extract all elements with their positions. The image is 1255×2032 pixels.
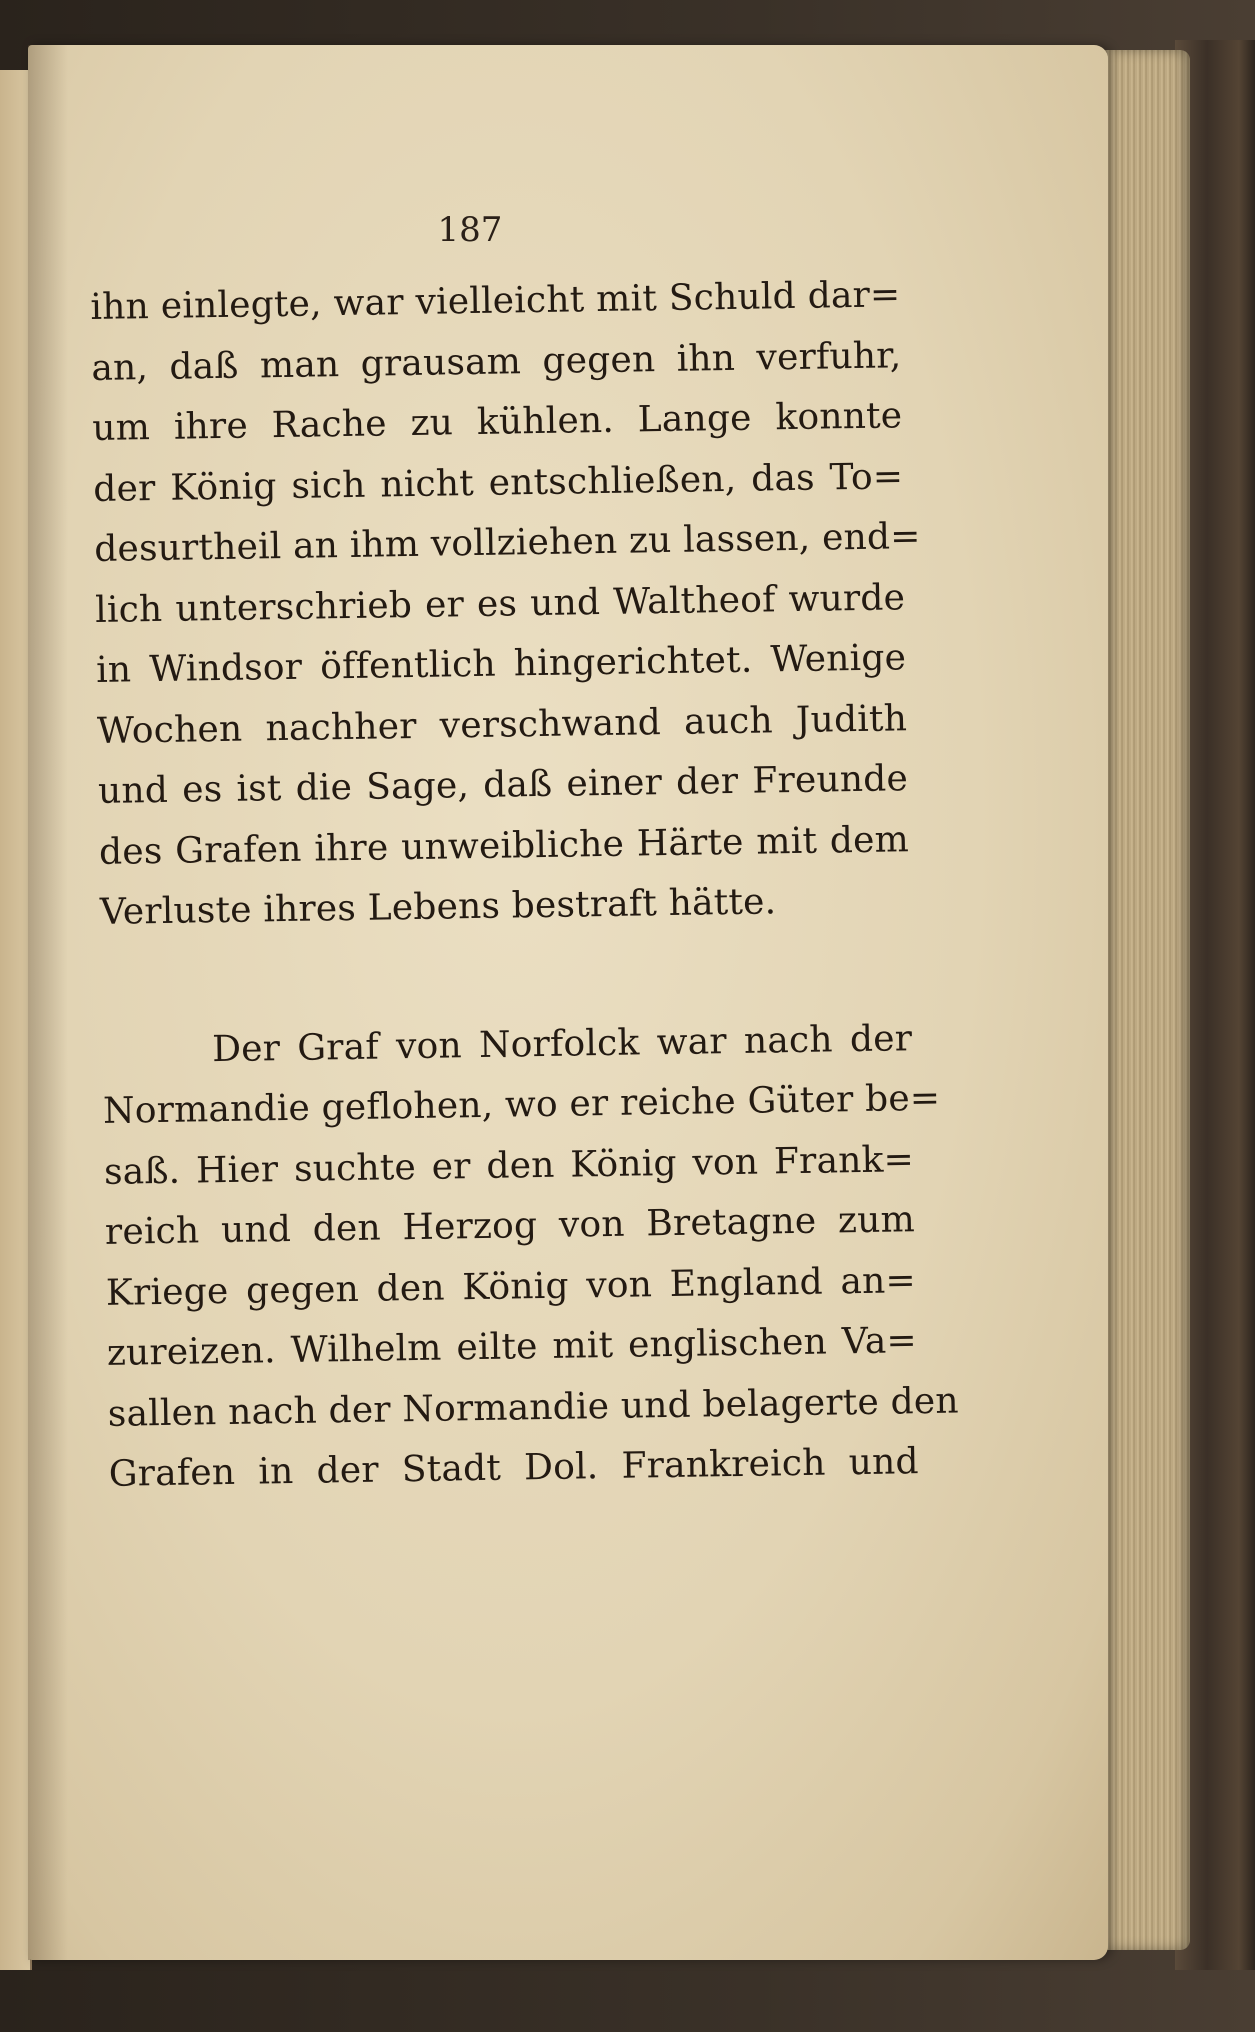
text-line: Verluste ihres Lebens bestraft hätte.	[99, 881, 777, 933]
page-text	[90, 265, 959, 1505]
text-line: Wochen nachher verschwand auch Judith	[96, 697, 908, 752]
text-line: Der Graf von Norfolck war nach der	[211, 1017, 913, 1070]
text-line: der König sich nicht entschließen, das To=	[92, 455, 904, 510]
text-line: Grafen in der Stadt Dol. Frankreich und	[108, 1441, 920, 1495]
text-line: zureizen. Wilhelm eilte mit englischen Va=	[106, 1320, 918, 1374]
text-line: ihn einlegte, war vielleicht mit Schuld dar=	[90, 274, 901, 328]
text-line: des Grafen ihre unweibliche Härte mit dem	[98, 818, 910, 873]
text-line: Kriege gegen den König von England an=	[105, 1259, 917, 1314]
text-line: an, daß man grausam gegen ihn verfuhr,	[91, 334, 902, 389]
text-line: in Windsor öffentlich hingerichtet. Wenige	[95, 637, 907, 691]
text-line: Normandie geflohen, wo er reiche Güter be=	[102, 1077, 941, 1132]
text-line: um ihre Rache zu kühlen. Lange konnte	[92, 395, 903, 449]
page-number: 187	[437, 210, 503, 250]
text-line: desurtheil an ihm vollziehen zu lassen, end=	[93, 515, 921, 570]
text-line: und es ist die Sage, daß einer der Freunde	[97, 758, 909, 812]
text-line: reich und den Herzog von Bretagne zum	[104, 1199, 916, 1253]
text-line: saß. Hier suchte er den König von Frank=	[103, 1138, 915, 1193]
paragraph-gap	[100, 931, 911, 1022]
text-line: lich unterschrieb er es und Waltheof wurde	[94, 576, 906, 631]
text-line: sallen nach der Normandie und belagerte den	[107, 1379, 959, 1435]
